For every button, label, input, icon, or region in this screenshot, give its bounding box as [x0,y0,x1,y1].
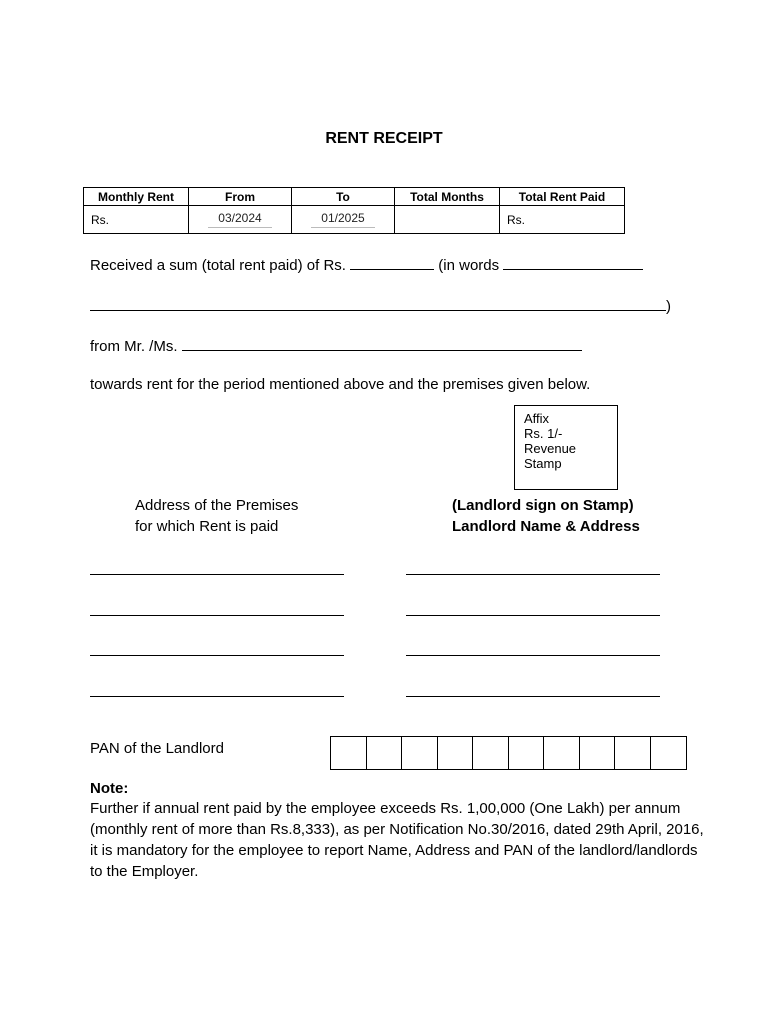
note-text: Further if annual rent paid by the employee exceeds Rs. 1,00,000 (One Lakh) per annum (monthly rent of more than Rs.8,333), as per Notification No.30/2016, dated 29th April, 2016, it is mandatory for the employee to report Name, Address and PAN of the landlord/landlords to the Employer. [90,800,704,880]
premises-heading-line1: Address of the Premises [135,497,299,514]
header-total-months: Total Months [395,188,500,206]
landlord-address-line-2[interactable] [406,615,660,616]
landlord-address-line-1[interactable] [406,574,660,575]
header-from: From [189,188,292,206]
tenant-line [90,336,582,355]
landlord-address-line-4[interactable] [406,696,660,697]
pan-input-boxes [330,736,687,770]
in-words-label: (in words [438,257,500,274]
landlord-heading-line1: (Landlord sign on Stamp) [452,497,634,514]
stamp-line-2: Rs. 1/- [524,426,563,441]
closing-paren: ) [666,298,671,315]
pan-char-box[interactable] [473,737,509,769]
tenant-label: from Mr. /Ms. [90,338,178,355]
header-monthly-rent: Monthly Rent [84,188,189,206]
amount-blank[interactable] [350,255,434,270]
pan-char-box[interactable] [331,737,367,769]
cell-to[interactable] [292,206,395,234]
received-sum-line [90,255,643,274]
period-statement: towards rent for the period mentioned above and the premises given below. [90,376,591,393]
cell-monthly-rent[interactable]: Rs. [84,206,189,234]
amount-words-blank[interactable] [503,255,643,270]
cell-total-months[interactable] [395,206,500,234]
landlord-heading-line2: Landlord Name & Address [452,518,640,535]
to-value: 01/2025 [311,211,374,228]
pan-char-box[interactable] [438,737,474,769]
amount-words-blank-2[interactable] [90,296,666,311]
table-row [84,206,625,234]
pan-char-box[interactable] [615,737,651,769]
page-title: RENT RECEIPT [325,130,443,147]
premises-heading-line2: for which Rent is paid [135,518,279,535]
premises-address-line-1[interactable] [90,574,344,575]
header-to: To [292,188,395,206]
note-heading: Note: [90,780,129,797]
stamp-line-4: Stamp [524,456,562,471]
premises-address-line-2[interactable] [90,615,344,616]
stamp-line-3: Revenue [524,441,577,456]
premises-address-line-4[interactable] [90,696,344,697]
landlord-address-line-3[interactable] [406,655,660,656]
from-value: 03/2024 [208,211,271,228]
premises-address-line-3[interactable] [90,655,344,656]
pan-char-box[interactable] [651,737,687,769]
pan-char-box[interactable] [544,737,580,769]
amount-words-line [90,296,671,315]
cell-total-rent-paid[interactable]: Rs. [500,206,625,234]
cell-from[interactable] [189,206,292,234]
rent-table [83,187,625,234]
table-header-row [84,188,625,206]
pan-char-box[interactable] [402,737,438,769]
landlord-heading [452,495,640,537]
premises-heading [135,495,298,537]
pan-label: PAN of the Landlord [90,740,224,757]
received-sum-label: Received a sum (total rent paid) of Rs. [90,257,346,274]
pan-char-box[interactable] [580,737,616,769]
revenue-stamp-box [514,405,618,490]
pan-char-box[interactable] [367,737,403,769]
stamp-line-1: Affix [524,411,550,426]
tenant-name-blank[interactable] [182,336,582,351]
header-total-rent-paid: Total Rent Paid [500,188,625,206]
pan-char-box[interactable] [509,737,545,769]
